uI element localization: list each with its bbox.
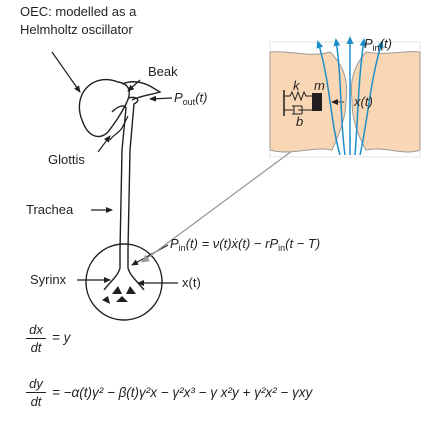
x-inset-label: x(t): [354, 94, 373, 109]
trachea-label: Trachea: [26, 202, 74, 217]
beak-outline: [122, 82, 160, 100]
trachea-right-wall: [128, 97, 138, 268]
eq1-numerator: dx: [26, 322, 46, 339]
eq1-rhs: = y: [52, 330, 71, 345]
pout-pointer: [150, 98, 172, 99]
glottis-label: Glottis: [48, 152, 85, 167]
syrinx-label: Syrinx: [30, 272, 67, 287]
eq2-numerator: dy: [26, 376, 46, 393]
eq2-denominator: dt: [30, 394, 42, 409]
oec-label-line2: Helmholtz oscillator: [20, 22, 133, 37]
oec-pointer: [52, 52, 80, 92]
eq2-rhs: = −α(t)γ² − β(t)γ²x − γ²x³ − γ x²y + γ²x² − γxy: [52, 385, 313, 400]
labium-3: [116, 296, 128, 302]
mass-m-label: m: [314, 78, 325, 93]
xt-label: x(t): [182, 275, 201, 290]
pin-equation: $P_{in}(t)$ = ν(t)ẋ(t) − $rP_{in}(t - T)$: [170, 236, 321, 253]
eq2-fraction: [26, 376, 46, 409]
eq1-fraction: [26, 322, 46, 355]
glottis-pointer: [98, 136, 110, 152]
pin-inset-label: $P_{in}(t)$: [364, 36, 392, 53]
oec-label: OEC: modelled as a: [20, 4, 137, 19]
pin-pointer: [132, 245, 168, 265]
pout-label: $P_{out}(t)$: [174, 90, 208, 107]
mass-block: [312, 93, 322, 111]
spring-k-label: k: [293, 78, 300, 93]
eq1-denominator: dt: [30, 340, 42, 355]
damper-b-label: b: [296, 114, 304, 129]
labium-2: [126, 286, 136, 294]
beak-label: Beak: [148, 64, 178, 79]
labium-4: [102, 296, 110, 304]
labium-1: [112, 286, 122, 294]
